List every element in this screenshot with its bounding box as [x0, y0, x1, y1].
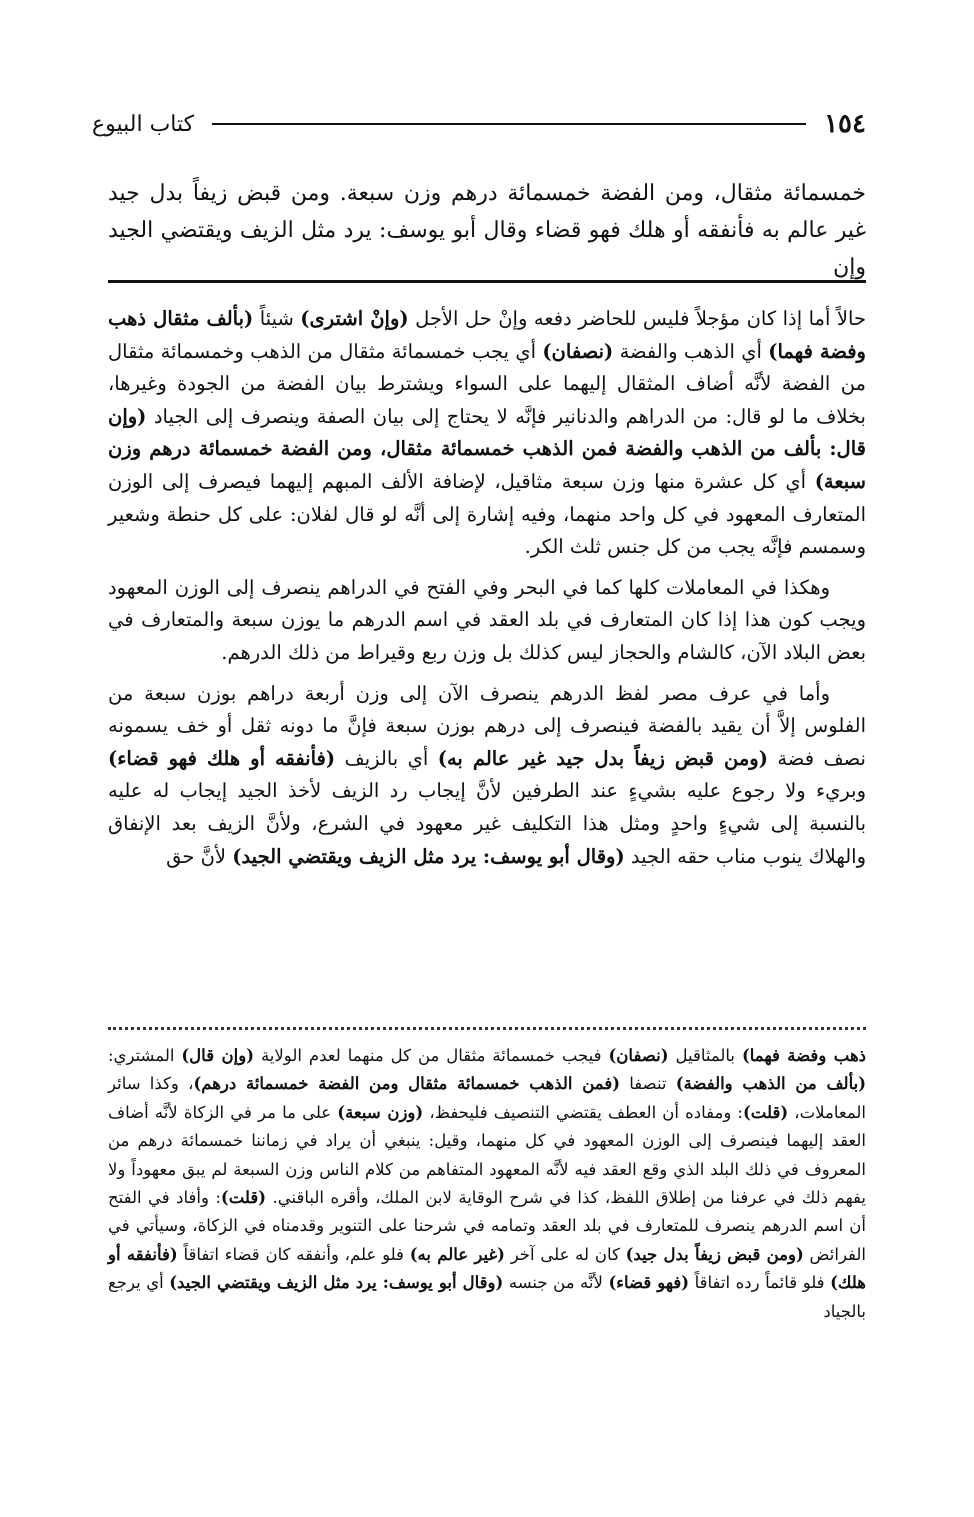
sharh-paragraph-1: [108, 303, 866, 564]
text-run: لأنَّه من جنسه: [503, 1273, 609, 1293]
sharh-paragraph-3: [108, 678, 866, 874]
text-run: فلو قائماً رده اتفاقاً: [689, 1273, 831, 1293]
bold-run: (وزن سبعة): [337, 1102, 424, 1122]
hashiya-paragraph: [108, 1042, 866, 1326]
text-run: تنصفا: [620, 1074, 676, 1094]
hashiya-text: [108, 1042, 866, 1326]
bold-run: (وقال أبو يوسف: يرد مثل الزيف ويقتضي الجيد): [232, 844, 625, 868]
text-run: : وأفاد في الفتح أن اسم الدرهم ينصرف للمتعارف في بلد العقد وتمامه في شرحنا على التنوير وقدمناه في الزكاة، وسيأتي في الفرائض: [108, 1188, 867, 1264]
text-run: المشتري:: [108, 1046, 182, 1065]
header-rule: [212, 123, 806, 125]
bold-run: (قلت): [220, 1188, 267, 1208]
bold-run: (ومن قبض زيفاً بدل جيد غير عالم به): [437, 746, 768, 770]
bold-run: (بألف مثقال ذهب وفضة فهما): [108, 307, 866, 363]
text-run: لأنَّ حق: [166, 844, 233, 868]
matn-text: [108, 175, 866, 286]
text-run: شيئاً: [253, 307, 301, 330]
text-run: أي يرجع بالجياد: [108, 1273, 866, 1321]
bold-run: (فهو قضاء): [608, 1273, 690, 1293]
bold-run: (وإن قال): [181, 1046, 255, 1065]
page-number: ١٥٤: [824, 109, 866, 139]
bold-run: (نصفان): [608, 1046, 669, 1065]
text-run: وأما في عرف مصر لفظ الدرهم ينصرف الآن إلى وزن أربعة دراهم بوزن سبعة من الفلوس إلاَّ أن يقيد بالفضة فينصرف إلى درهم بوزن سبعة فإنَّ ما دونه ثقل أو خف يسمونه نصف فضة: [108, 681, 866, 770]
bold-run: (ومن قبض زيفاً بدل جيد): [625, 1244, 804, 1264]
text-run: حالاً أما إذا كان مؤجلاً فليس للحاضر دفعه وإنْ حل الأجل: [408, 307, 867, 330]
text-run: على ما مر في الزكاة لأنَّه أضاف العقد إليهما فينصرف إلى الوزن المعهود في كل منهما، وقيل: ينبغي أن يراد في زماننا خمسمائة درهم من المعروف في ذلك البلد الذي وقع العقد فيه لأنَّه المعهود المتفاهم من كلام الناس وزن السبعة لم يبق معهوداً ولا يفهم ذلك في عرفنا من إطلاق اللفظ، كذا في شرح الوقاية لابن الملك، وأقره الباقني.: [108, 1102, 866, 1208]
bold-run: (بألف من الذهب والفضة): [675, 1074, 866, 1094]
text-run: كان له على آخر: [504, 1244, 626, 1264]
bold-run: (وقال أبو يوسف: يرد مثل الزيف ويقتضي الجيد): [169, 1273, 504, 1293]
text-run: فلو علم، وأنفقه كان قضاء اتفاقاً: [177, 1244, 410, 1264]
text-run: أي كل عشرة منها وزن سبعة مثاقيل، لإضافة الألف المبهم إليهما فيصرف إلى الوزن المتعارف المعهود في كل واحد منهما، وفيه إشارة إلى أنَّه لو قال لفلان: على كل حنطة وشعير وسمسم فإنَّه يجب من كل جنس ثلث الكر.: [108, 469, 866, 559]
matn-paragraph: خمسمائة مثقال، ومن الفضة خمسمائة درهم وزن سبعة. ومن قبض زيفاً بدل جيد غير عالم به فأنفقه أو هلك فهو قضاء وقال أبو يوسف: يرد مثل الزيف ويقتضي الجيد وإن: [108, 181, 866, 280]
bold-run: ذهب وفضة فهما): [741, 1046, 866, 1065]
text-run: فيجب خمسمائة مثقال من كل منهما لعدم الولاية: [254, 1046, 609, 1065]
book-title: كتاب البيوع: [92, 111, 195, 137]
bold-run: (فأنفقه أو هلك): [108, 1244, 866, 1293]
sharh-text: [108, 303, 866, 873]
bold-run: (قلت): [743, 1102, 789, 1122]
bold-run: (غير عالم به): [409, 1244, 505, 1264]
text-run: بالمثاقيل: [668, 1046, 742, 1065]
text-run: وبريء ولا رجوع عليه بشيءٍ عند الطرفين لأنَّ إيجاب رد الزيف لأخذ الجيد إيجاب له عليه بالنسبة إلى شيءٍ واحدٍ ومثل هذا التكليف غير معهود في الشرع، ولأنَّ الزيف بعد الإنفاق والهلاك ينوب مناب حقه الجيد: [108, 779, 866, 868]
text-run: أي الذهب والفضة: [613, 339, 769, 363]
bold-run: (وإن قال: بألف من الذهب والفضة فمن الذهب خمسمائة مثقال، ومن الفضة خمسمائة درهم وزن سبعة): [108, 404, 866, 493]
text-run: أي يجب خمسمائة مثقال من الذهب وخمسمائة مثقال من الفضة لأنَّه أضاف المثقال إليهما على السواء ويشترط بيان الفضة من الجودة وغيرها، بخلاف ما لو قال: من الدراهم والدنانير فإنَّه لا يحتاج إلى بيان الصفة وينصرف إلى الجياد: [108, 339, 866, 428]
sharh-paragraph-2: وهكذا في المعاملات كلها كما في البحر وفي الفتح في الدراهم ينصرف إلى الوزن المعهود ويجب كون هذا إذا كان المتعارف في بلد العقد في اسم الدرهم ما يوزن سبعة والمتعارف في بعض البلاد الآن، كالشام والحجاز ليس كذلك بل وزن ربع وقيراط من ذلك الدرهم.: [108, 575, 866, 664]
footnote-dotted-separator: [108, 1027, 866, 1030]
bold-run: (وإنْ اشترى): [300, 307, 409, 330]
bold-run: (نصفان): [542, 339, 614, 363]
bold-run: (فأنفقه أو هلك فهو قضاء): [108, 746, 336, 770]
text-run: : ومفاده أن العطف يقتضي التنصيف فليحفظ،: [423, 1102, 743, 1122]
page-header: [92, 106, 866, 142]
text-run: أي بالزيف: [335, 746, 438, 770]
bold-run: (فمن الذهب خمسمائة مثقال ومن الفضة خمسمائة درهم): [193, 1074, 621, 1094]
text-run: ، وكذا سائر المعاملات،: [108, 1074, 866, 1122]
matn-separator-rule: [108, 280, 866, 283]
